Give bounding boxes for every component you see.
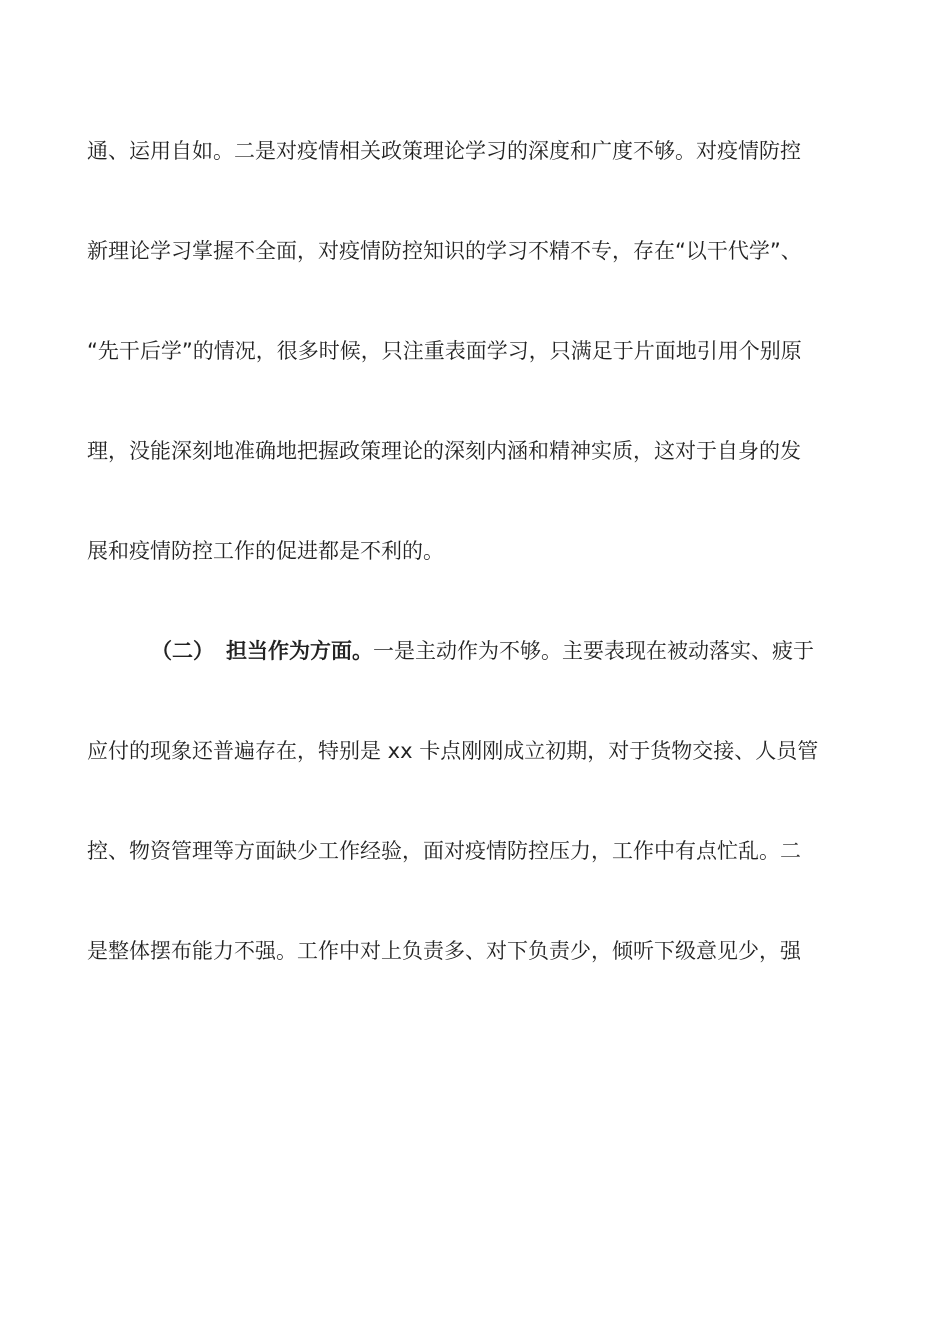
paragraph-line-5: 展和疫情防控工作的促进都是不利的。 bbox=[87, 539, 444, 563]
paragraph-line-4: 理，没能深刻地准确地把握政策理论的深刻内涵和精神实质，这对于自身的发 bbox=[87, 439, 801, 463]
paragraph-line-3: “先干后学”的情况，很多时候，只注重表面学习，只满足于片面地引用个别原 bbox=[87, 339, 802, 363]
section-2-number: （二） bbox=[151, 639, 214, 663]
section-2-heading: 担当作为方面。 bbox=[226, 639, 373, 663]
section-2-line-2: 应付的现象还普遍存在，特别是 xx 卡点刚刚成立初期，对于货物交接、人员管 bbox=[87, 739, 819, 763]
section-2-line-4: 是整体摆布能力不强。工作中对上负责多、对下负责少，倾听下级意见少，强 bbox=[87, 939, 801, 963]
section-2-first-line-text: 一是主动作为不够。主要表现在被动落实、疲于 bbox=[373, 639, 814, 663]
section-2-line-3: 控、物资管理等方面缺少工作经验，面对疫情防控压力，工作中有点忙乱。二 bbox=[87, 839, 801, 863]
section-2-first-line bbox=[151, 637, 931, 665]
paragraph-line-2: 新理论学习掌握不全面，对疫情防控知识的学习不精不专，存在“以干代学”、 bbox=[87, 239, 802, 263]
paragraph-line-1: 通、运用自如。二是对疫情相关政策理论学习的深度和广度不够。对疫情防控 bbox=[87, 139, 801, 163]
